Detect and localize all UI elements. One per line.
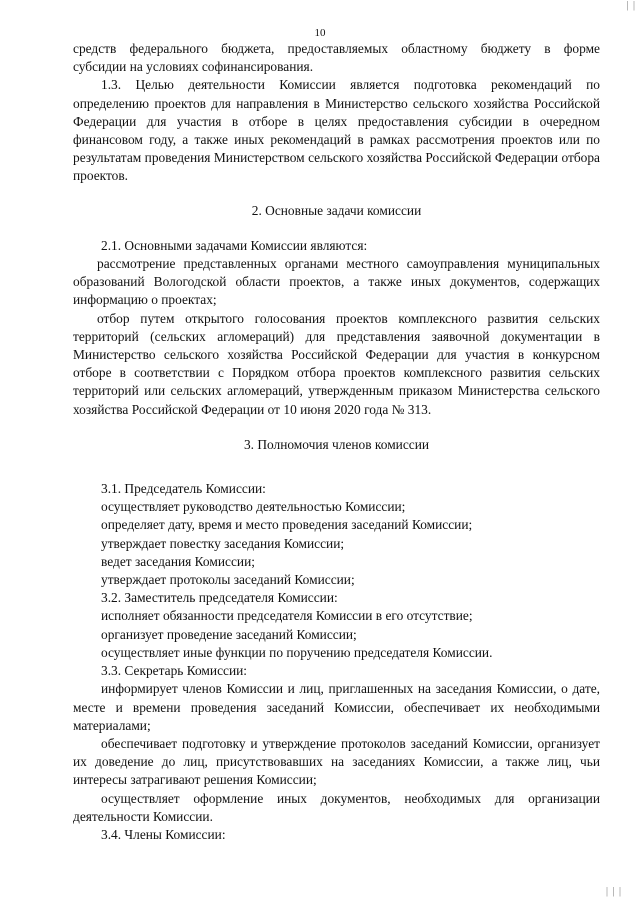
section-heading: 2. Основные задачи комиссии: [251, 202, 422, 218]
list-item: обеспечивает подготовку и утверждение протоколов заседаний Комиссии, организует их доведение до лиц, присутствовавших на заседаниях Комиссии, а также лиц, чьи интересы затрагивают решения Комиссии;: [73, 735, 600, 788]
intro-line: средств федерального бюджета, предоставляемых областному бюджету в форме: [73, 41, 600, 56]
list-item: рассмотрение представленных органами местного самоуправления муниципальных образований Вологодской области проектов, а также иных документов, содержащих информацию о проектах;: [73, 256, 600, 308]
section-heading: 3. Полномочия членов комиссии: [243, 436, 430, 452]
list-line: 3.4. Члены Комиссии:: [101, 826, 226, 842]
corner-mark: | |: [626, 0, 636, 11]
page-number: 10: [314, 27, 326, 39]
list-line: утверждает протоколы заседаний Комиссии;: [101, 572, 355, 588]
list-line: осуществляет руководство деятельностью Комиссии;: [101, 499, 406, 515]
list-item: осуществляет оформление иных документов, необходимых для организации деятельности Комиссии.: [73, 790, 600, 824]
list-item: информирует членов Комиссии и лиц, приглашенных на заседания Комиссии, о дате, месте и времени проведения заседаний Комиссии, обеспечивает их необходимыми материалами;: [73, 681, 600, 733]
list-item: отбор путем открытого голосования проектов комплексного развития сельских территорий (сельских агломераций) для представления заявочной документации в Министерство сельского хозяйства Российской Федерации для участия в конкурсном отборе в соответствии с Порядком отбора проектов комплексного развития сельских территорий или сельских агломераций, утвержденным приказом Министерства сельского хозяйства Российской Федерации от 10 июня 2020 года № 313.: [73, 310, 600, 417]
section-intro: 2.1. Основными задачами Комиссии являются:: [101, 237, 368, 253]
list-line: ведет заседания Комиссии;: [101, 553, 255, 569]
intro-line: субсидии на условиях софинансирования.: [73, 59, 314, 75]
list-line: утверждает повестку заседания Комиссии;: [101, 535, 345, 551]
list-line: исполняет обязанности председателя Комиссии в его отсутствие;: [101, 608, 473, 624]
list-line: определяет дату, время и место проведения заседаний Комиссии;: [101, 517, 473, 533]
list-line: осуществляет иные функции по поручению председателя Комиссии.: [101, 644, 493, 660]
document-body: [73, 40, 600, 844]
list-line: организует проведение заседаний Комиссии;: [101, 626, 357, 642]
paragraph-1-3: 1.3. Целью деятельности Комиссии является подготовка рекомендаций по определению проектов для направления в Министерство сельского хозяйства Российской Федерации для участия в отборе в целях предоставления субсидии в очередном финансовом году, а также иных рекомендаций в рамках рассмотрения проектов или по результатам проведения Министерством сельского хозяйства Российской Федерации отбора проектов.: [73, 77, 600, 184]
list-line: 3.1. Председатель Комиссии:: [101, 481, 266, 497]
corner-mark: | | |: [605, 886, 622, 897]
list-line: 3.2. Заместитель председателя Комиссии:: [101, 590, 338, 606]
list-line: 3.3. Секретарь Комиссии:: [101, 663, 248, 679]
